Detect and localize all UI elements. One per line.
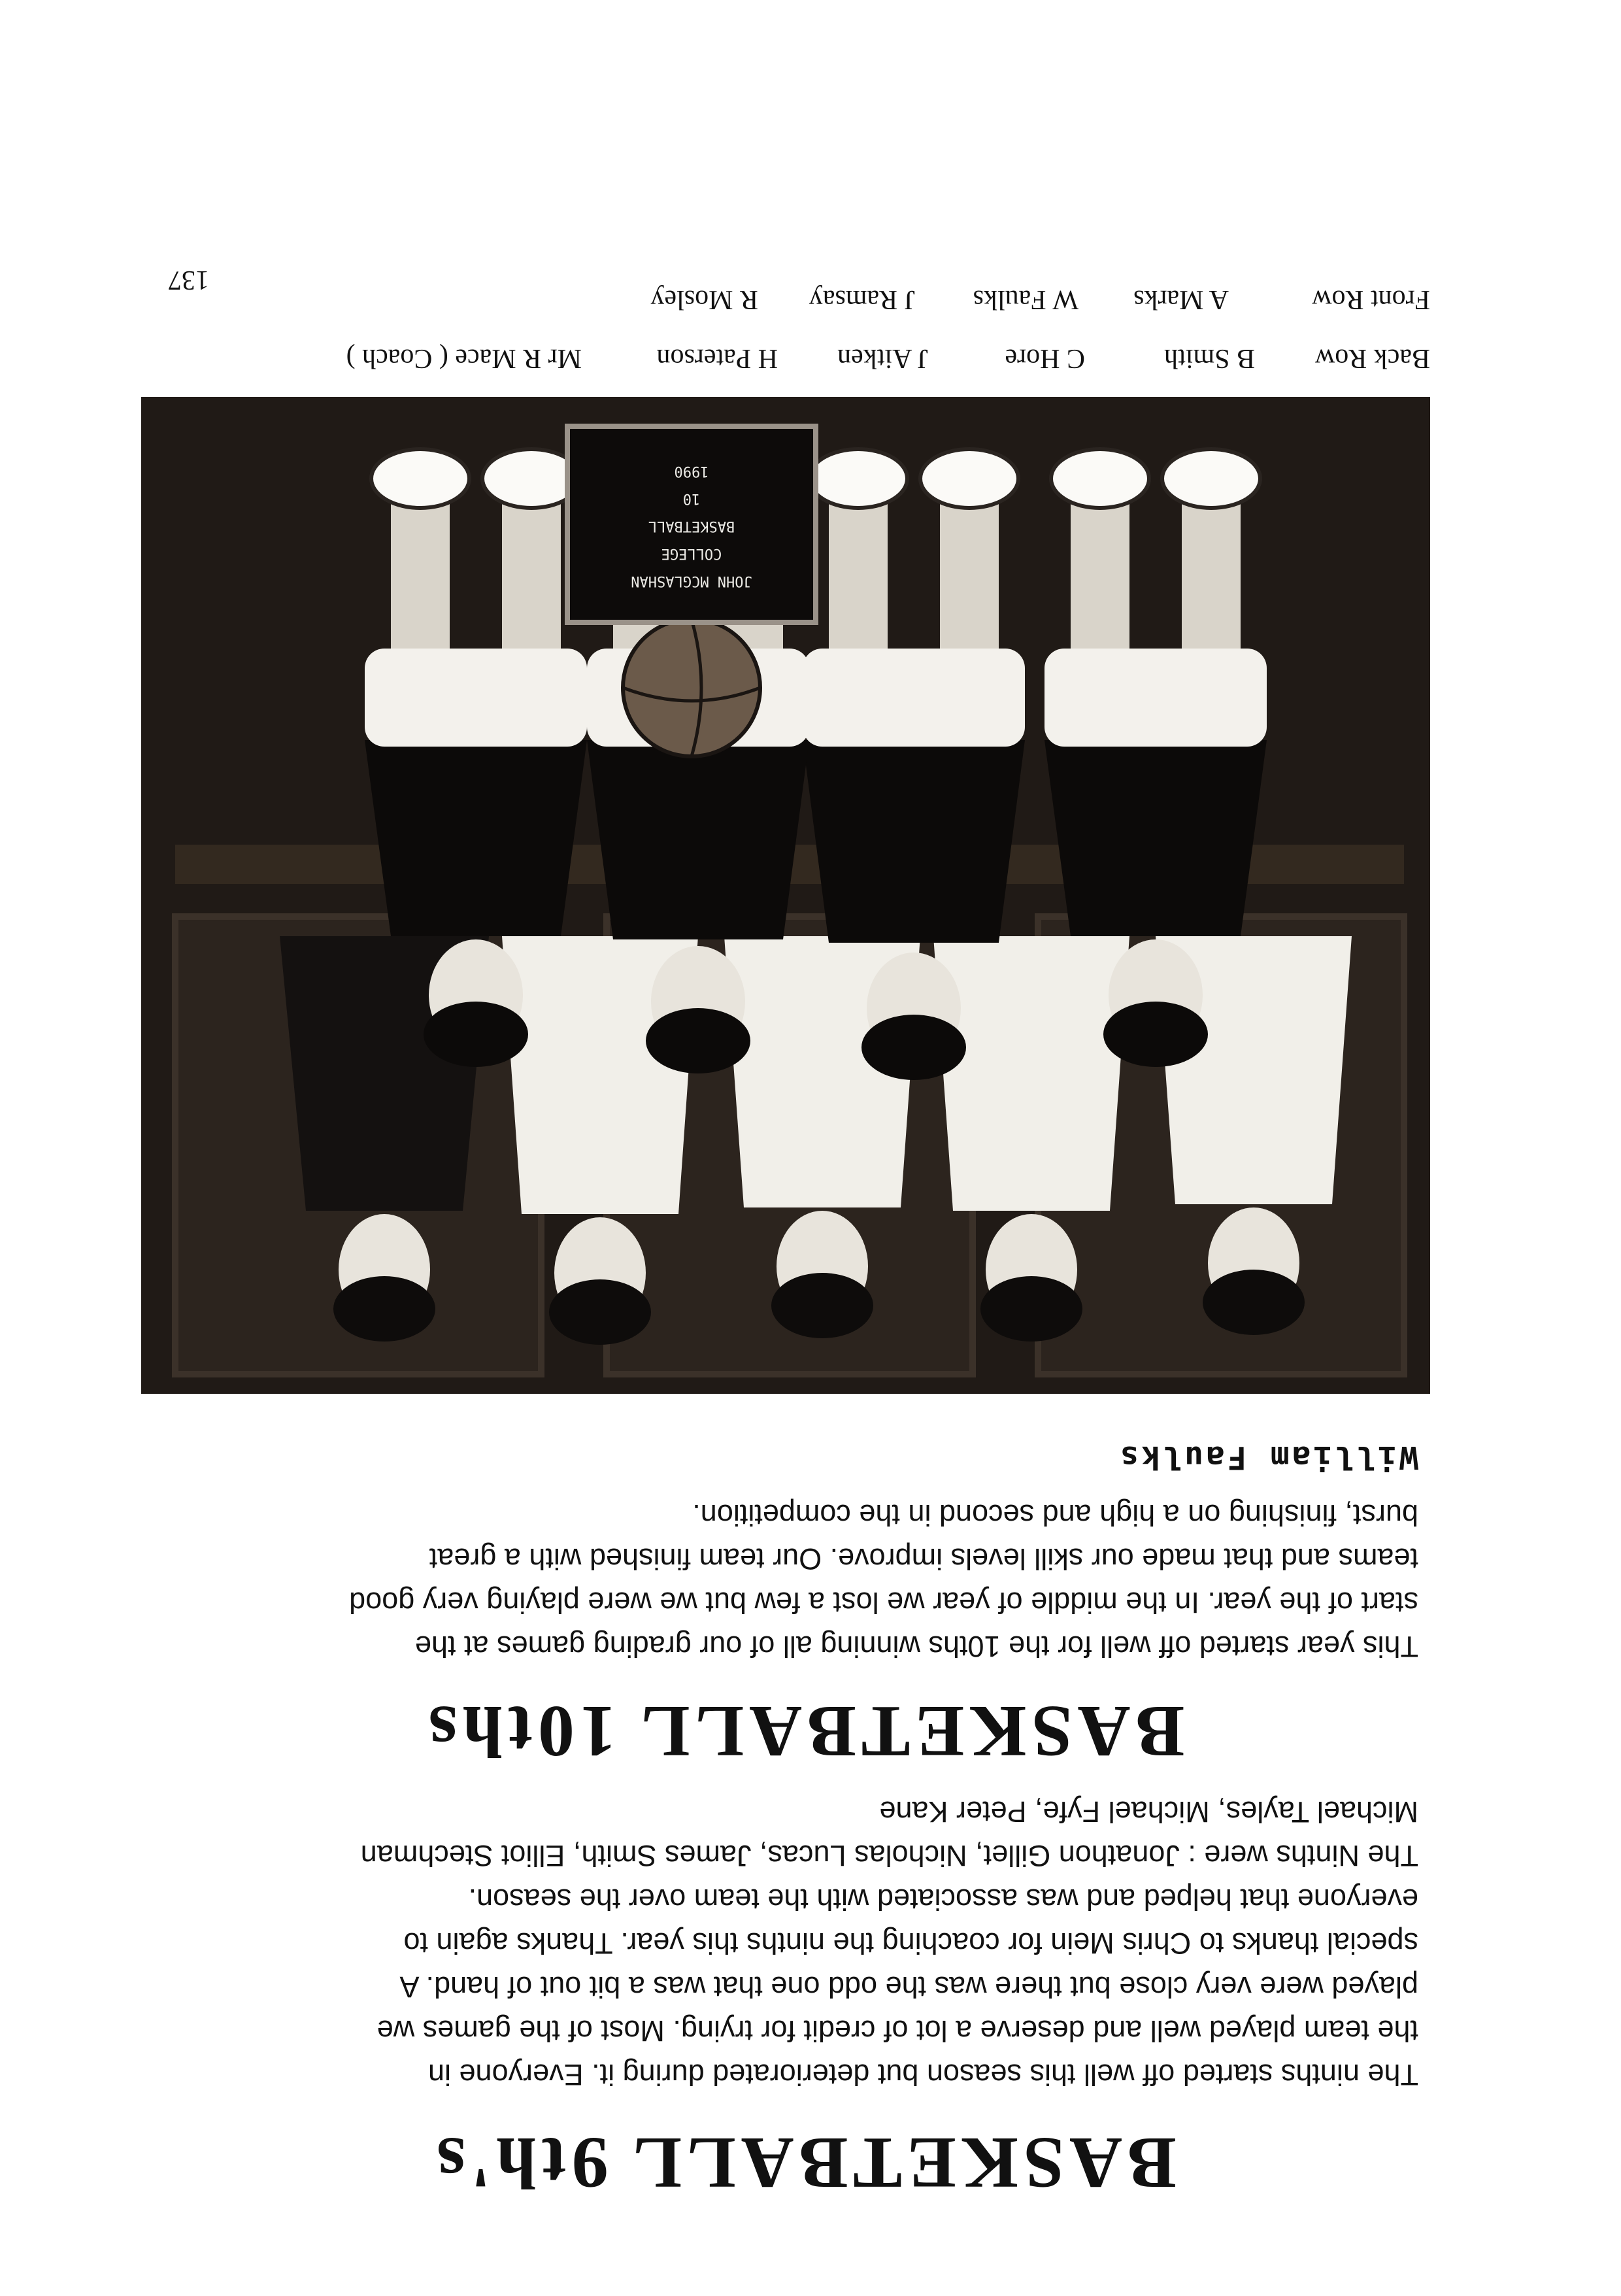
board-line: COLLEGE	[661, 545, 722, 562]
tenths-heading: BASKETBALL 10ths	[423, 1691, 1185, 1772]
back-row-name: J Aitken	[837, 343, 928, 373]
tenths-line: teams and that made our skill levels improve. Our team finished with a great	[429, 1542, 1418, 1576]
front-row-label: Front Row	[1312, 284, 1430, 314]
ninths-line: the team played well and deserve a lot of credit for trying. Most of the games we	[376, 2014, 1418, 2048]
back-row-name: C Hore	[1005, 343, 1085, 373]
front-row-name: W Faulks	[973, 284, 1078, 314]
author-signature: William Faulks	[1117, 1439, 1418, 1476]
front-row-name: A Marks	[1133, 284, 1229, 314]
tenths-line: start of the year. In the middle of year we lost a few but we were playing very good	[349, 1586, 1418, 1619]
team-board	[567, 426, 816, 622]
ninths-line: The ninths started off well this season but deteriorated during it. Everyone in	[427, 2058, 1418, 2091]
ninths-line: Michael Tayles, Michael Fyfe, Peter Kane	[879, 1795, 1418, 1829]
board-line: JOHN MCGLASHAN	[631, 573, 752, 589]
board-line: 10	[682, 490, 701, 507]
back-row-name: Mr R Mace ( Coach )	[346, 343, 582, 373]
ninths-line: played were very close but there was the odd one that was a bit out of hand. A	[399, 1970, 1418, 2004]
ninths-line: everyone that helped and was associated with the team over the season.	[468, 1883, 1418, 1916]
front-row-name: J Ramsay	[809, 284, 915, 314]
back-row-name: H Paterson	[656, 343, 778, 373]
back-row-label: Back Row	[1314, 343, 1430, 373]
ninths-heading: BASKETBALL 9th's	[431, 2122, 1177, 2203]
board-line: BASKETBALL	[648, 518, 735, 534]
page-number: 137	[168, 265, 209, 295]
front-row-name: R Mosley	[650, 284, 758, 314]
tenths-line: burst, finishing on a high and second in the competition.	[692, 1498, 1418, 1532]
team-photo	[141, 397, 1430, 1394]
tenths-line: This year started off well for the 10ths winning all of our grading games at the	[414, 1630, 1418, 1663]
basketball	[623, 619, 760, 756]
ninths-line: The Ninths were : Jonathon Gillet, Nicholas Lucas, James Smith, Elliot Stechman	[360, 1839, 1418, 1872]
tenths-report	[196, 1493, 1418, 1668]
ninths-report	[196, 1790, 1418, 2097]
ninths-line: special thanks to Chris Mein for coaching the ninths this year. Thanks again to	[403, 1927, 1418, 1960]
board-line: 1990	[674, 463, 709, 479]
back-row-name: B Smith	[1164, 343, 1255, 373]
